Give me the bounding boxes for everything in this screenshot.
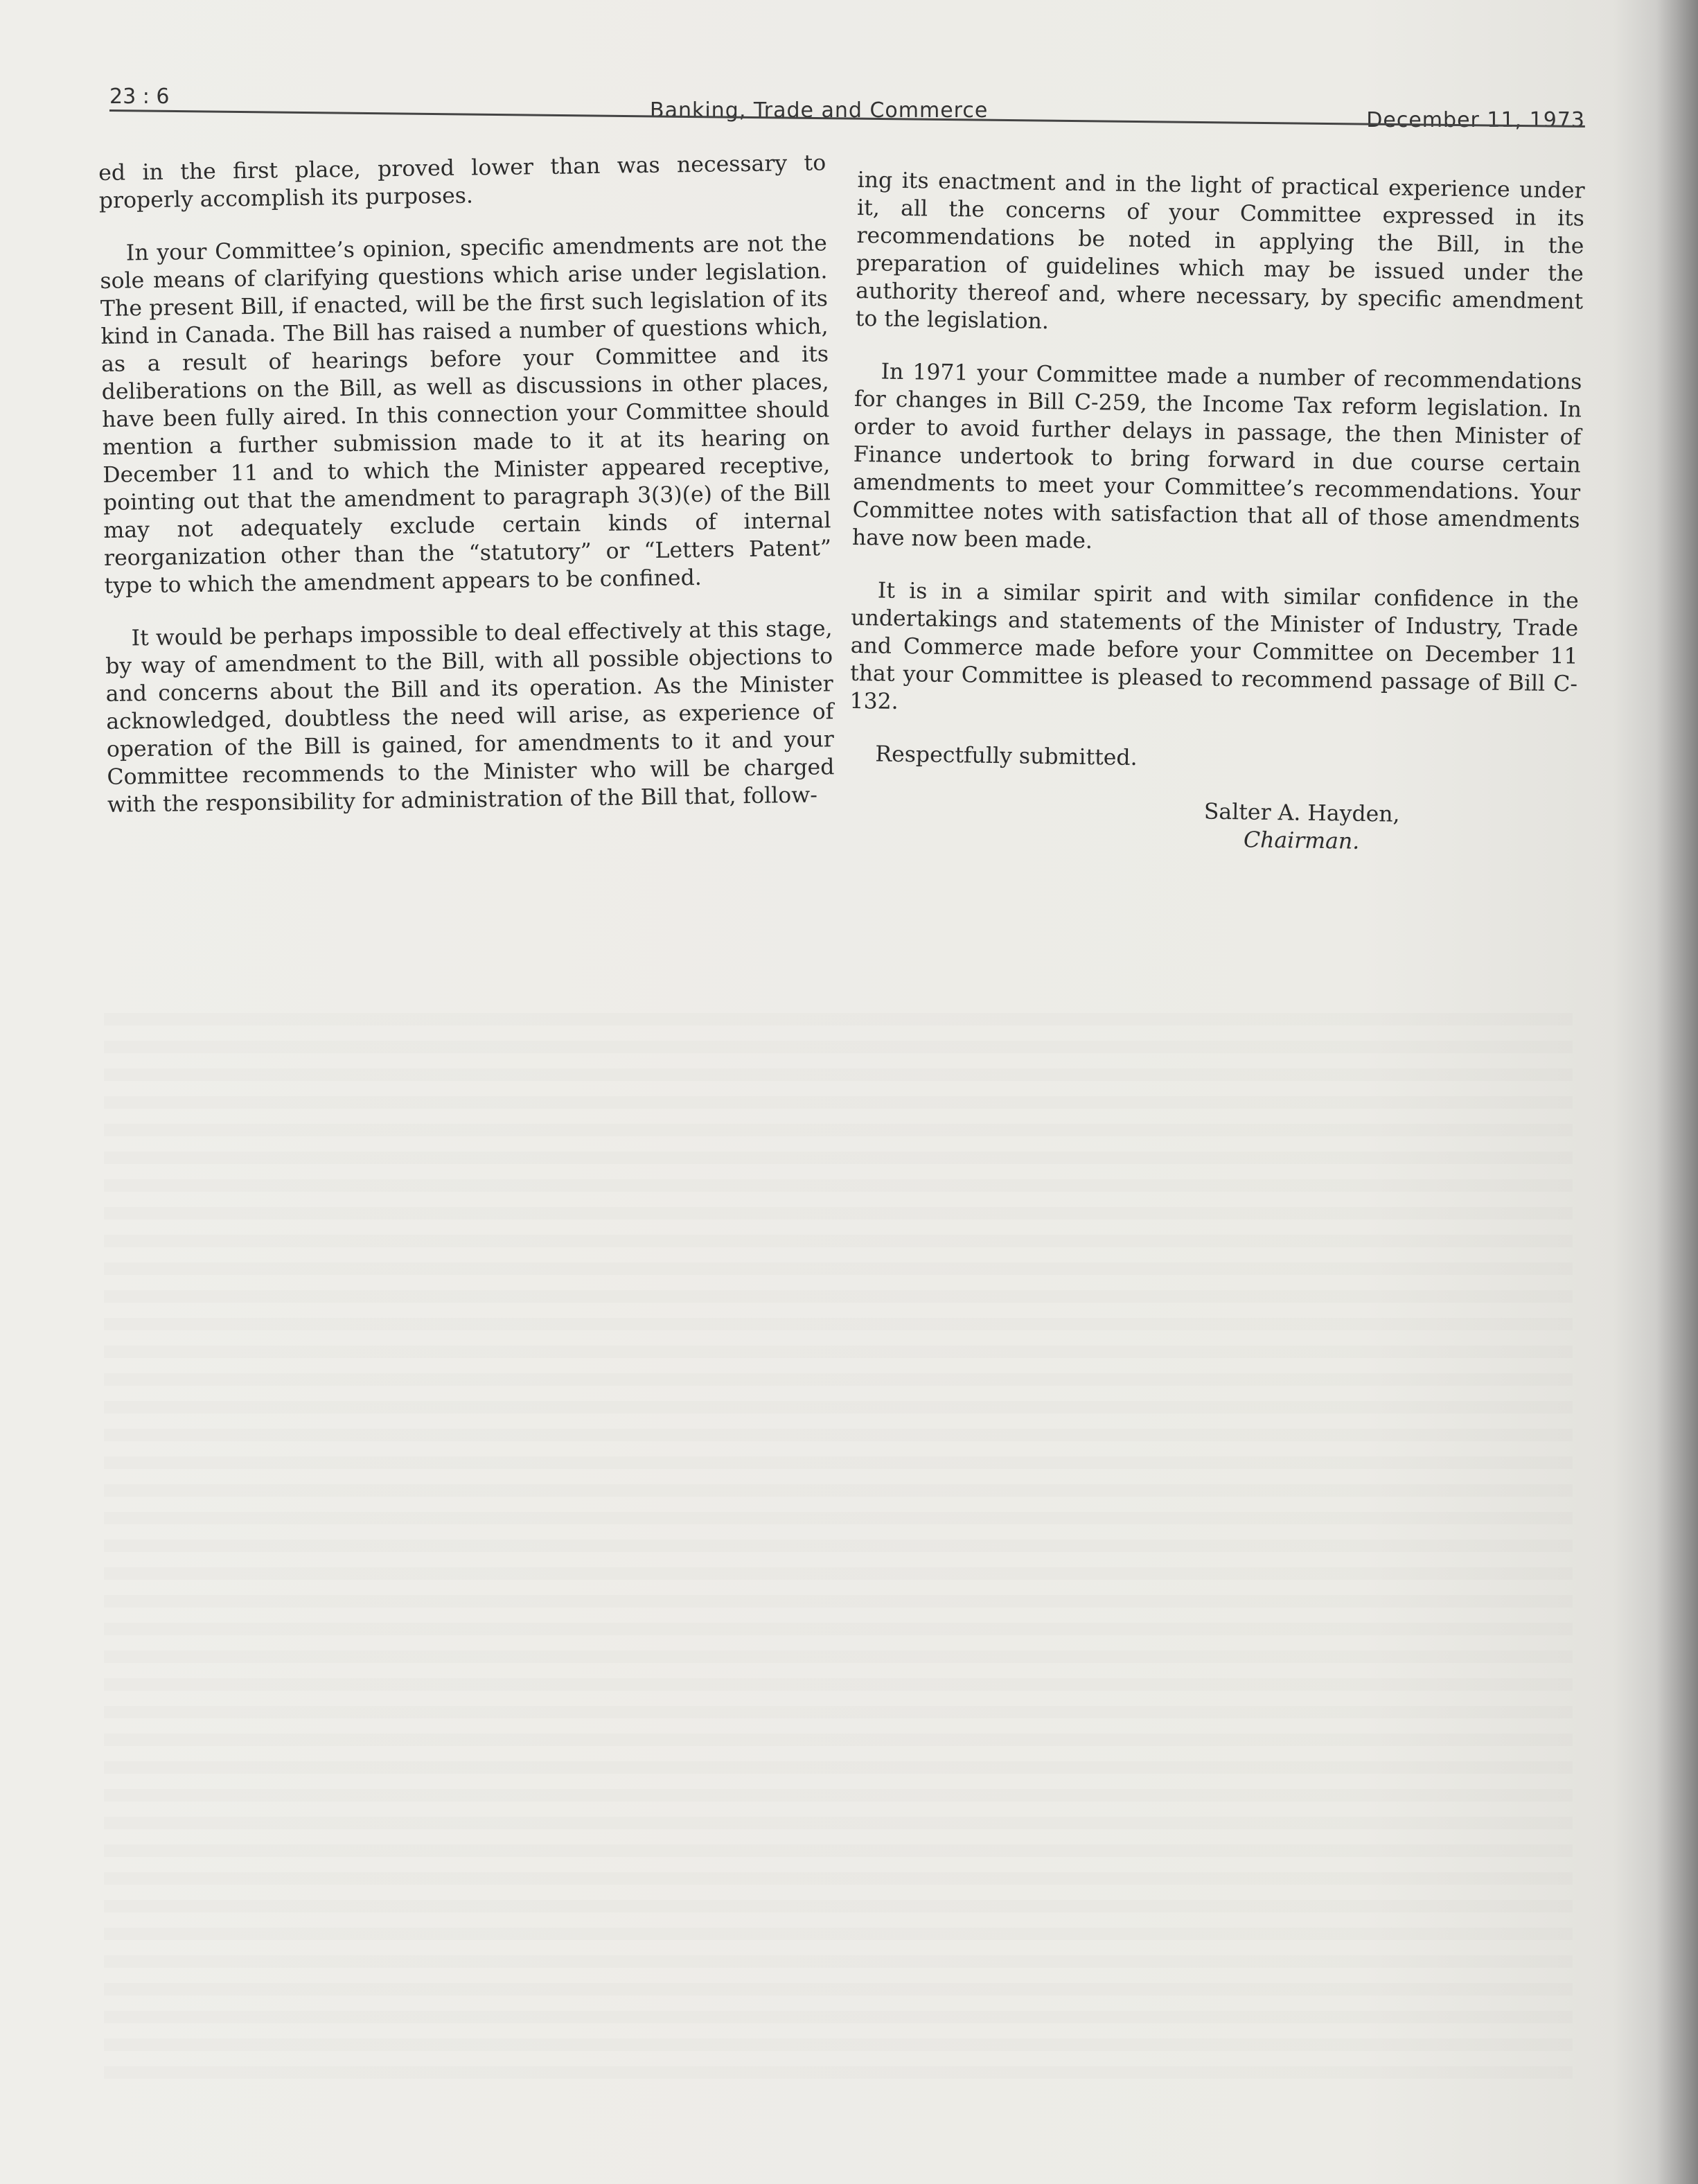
right-column: [847, 166, 1584, 858]
paragraph: It would be perhaps impossible to deal effectively at this stage, by way of amendment to the Bill, with all possible objections to and concerns about the Bill and its operation. As the Minister acknowledged, doubtless the need will arise, as experience of operation of the Bill is gained, for amendments to it and your Committee recommends to the Minister who will be charged with the responsibility for administration of the Bill that, follow-: [105, 616, 835, 818]
signatory-name: Salter A. Hayden,: [1203, 799, 1400, 827]
show-through-texture: [104, 998, 1573, 2079]
page-number: 23 : 6: [109, 85, 170, 109]
paragraph: ing its enactment and in the light of practical experience under it, all the concerns of your Committee expressed in its recommendations be noted in applying the Bill, in the preparation of guidelines which may be issued under the authority thereof and, where necessary, by specific amendment to the legislation.: [855, 167, 1585, 335]
paragraph: It is in a similar spirit and with similar confidence in the undertakings and statements of the Minister of Industry, Trade and Commerce made before your Committee on December 11 that your Committee is pleased to recommend passage of Bill C-132.: [849, 578, 1580, 714]
signatory-role: Chairman.: [1243, 827, 1360, 854]
paragraph: In 1971 your Committee made a number of recommendations for changes in Bill C-259, the Income Tax reform legislation. In order to avoid further delays in passage, the then Minister of Finance undertook to bring forward in due course certain amendments to meet your Committee’s recommendations. Your Committee notes with satisfaction that all of those amendments have now been made.: [851, 359, 1582, 554]
paragraph: In your Committee’s opinion, specific amendments are not the sole means of clarifying questions which arise under legislation. The present Bill, if enacted, will be the first such legislation of its kind in Canada. The Bill has raised a number of questions which, as a result of hearings before your Committee and its deliberations on the Bill, as well as discussions in other places, have been fully aired. In this connection your Committee should mention a further submission made to it at its hearing on December 11 and to which the Minister appeared receptive, pointing out that the amendment to paragraph 3(3)(e) of the Bill may not adequately exclude certain kinds of internal reorganization other than the “statutory” or “Letters Patent” type to which the amendment appears to be confined.: [100, 231, 832, 599]
running-header: [109, 82, 1585, 137]
header-title: Banking, Trade and Commerce: [650, 98, 989, 123]
closing-line: Respectfully submitted.: [875, 741, 1138, 771]
left-column: [98, 149, 835, 844]
binding-shadow: [1656, 0, 1698, 2184]
header-date: December 11, 1973: [1366, 108, 1585, 132]
signature-block: [847, 793, 1575, 859]
paragraph: ed in the first place, proved lower than was necessary to properly accomplish its purposes.: [98, 150, 826, 213]
